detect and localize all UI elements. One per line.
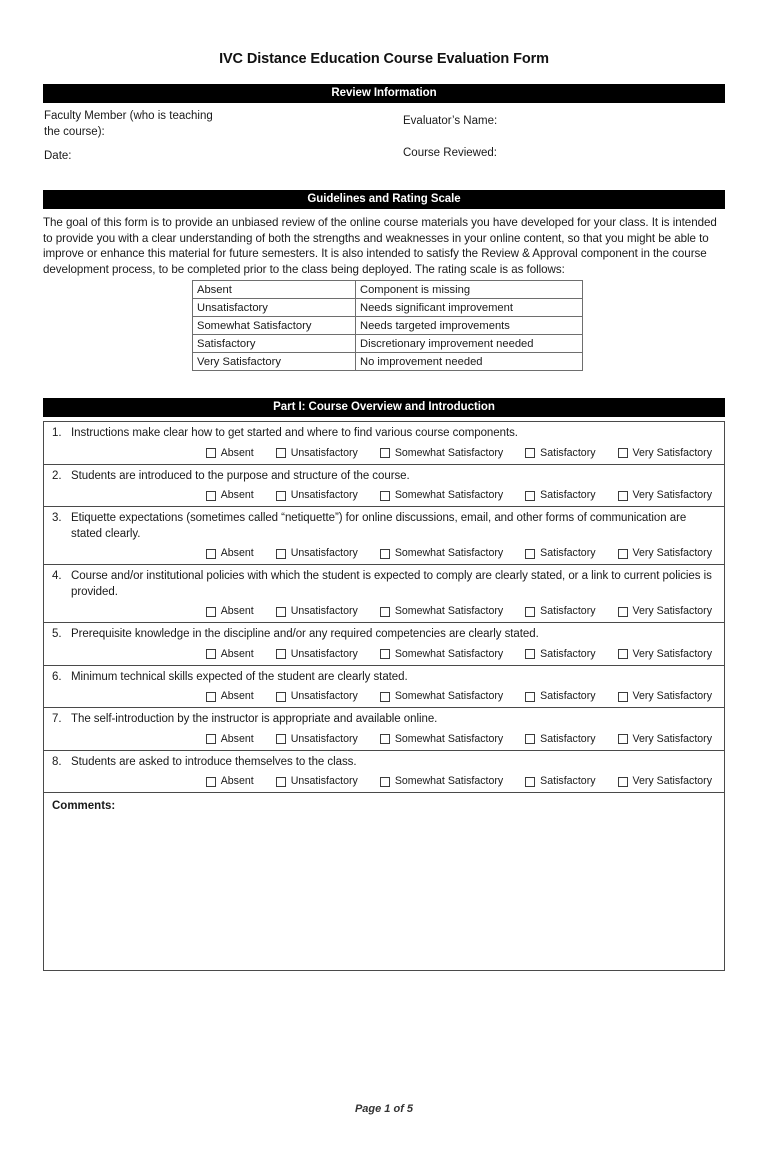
rating-options-group	[44, 648, 718, 661]
checkbox-icon[interactable]	[276, 734, 286, 744]
rating-option-label: Satisfactory	[540, 547, 596, 560]
rating-option[interactable]	[618, 547, 712, 560]
rating-scale-rating: Very Satisfactory	[193, 353, 356, 371]
checkbox-icon[interactable]	[525, 692, 535, 702]
rating-option[interactable]	[525, 690, 595, 703]
question-line	[44, 511, 718, 542]
checkbox-icon[interactable]	[525, 549, 535, 559]
checkbox-icon[interactable]	[525, 777, 535, 787]
checkbox-icon[interactable]	[380, 692, 390, 702]
rating-option[interactable]	[206, 775, 254, 788]
rating-option-label: Somewhat Satisfactory	[394, 547, 504, 560]
question-number: 8.	[52, 755, 62, 768]
rating-scale-row	[193, 317, 583, 335]
rating-option-label: Very Satisfactory	[632, 690, 712, 703]
checkbox-icon[interactable]	[380, 549, 390, 559]
question-row	[44, 708, 724, 751]
checkbox-icon[interactable]	[276, 649, 286, 659]
rating-option-label: Satisfactory	[540, 647, 596, 660]
rating-option-label: Satisfactory	[540, 446, 596, 459]
checkbox-icon[interactable]	[276, 777, 286, 787]
rating-option-label: Absent	[220, 732, 254, 745]
rating-option-label: Satisfactory	[540, 732, 596, 745]
question-text: Course and/or institutional policies with which the student is expected to comply are clearly stated, or a link to current policies is provided.	[71, 570, 712, 598]
rating-option[interactable]	[618, 605, 712, 618]
rating-option[interactable]	[206, 733, 254, 746]
rating-option-label: Very Satisfactory	[632, 605, 712, 618]
rating-scale-rating: Unsatisfactory	[193, 299, 356, 317]
checkbox-icon[interactable]	[276, 607, 286, 617]
rating-scale-description: Needs significant improvement	[356, 299, 583, 317]
rating-option[interactable]	[525, 733, 595, 746]
checkbox-icon[interactable]	[380, 491, 390, 501]
checkbox-icon[interactable]	[525, 448, 535, 458]
question-line	[44, 712, 718, 728]
rating-option-label: Satisfactory	[540, 775, 596, 788]
rating-option[interactable]	[206, 605, 254, 618]
checkbox-icon[interactable]	[276, 448, 286, 458]
rating-option-label: Unsatisfactory	[290, 647, 358, 660]
rating-option[interactable]	[276, 447, 358, 460]
checkbox-icon[interactable]	[206, 549, 216, 559]
review-left-column	[44, 109, 224, 165]
rating-option-label: Somewhat Satisfactory	[394, 690, 504, 703]
checkbox-icon[interactable]	[206, 448, 216, 458]
rating-option-label: Somewhat Satisfactory	[394, 647, 504, 660]
rating-option-label: Very Satisfactory	[632, 547, 712, 560]
checkbox-icon[interactable]	[618, 734, 628, 744]
rating-scale-description: Component is missing	[356, 281, 583, 299]
rating-option[interactable]	[380, 733, 503, 746]
evaluator-name-label: Evaluator’s Name:	[403, 115, 498, 127]
rating-option-label: Absent	[220, 547, 254, 560]
rating-option[interactable]	[525, 775, 595, 788]
rating-option-label: Very Satisfactory	[632, 775, 712, 788]
question-row	[44, 565, 724, 623]
question-line	[44, 755, 718, 771]
checkbox-icon[interactable]	[525, 649, 535, 659]
rating-option[interactable]	[525, 605, 595, 618]
rating-option[interactable]	[618, 489, 712, 502]
rating-scale-row	[193, 281, 583, 299]
rating-option[interactable]	[525, 648, 595, 661]
checkbox-icon[interactable]	[206, 777, 216, 787]
checkbox-icon[interactable]	[276, 491, 286, 501]
rating-option[interactable]	[380, 489, 503, 502]
question-row	[44, 623, 724, 666]
checkbox-icon[interactable]	[525, 607, 535, 617]
rating-option[interactable]	[206, 547, 254, 560]
rating-option[interactable]	[276, 648, 358, 661]
question-text: Students are asked to introduce themselves to the class.	[71, 755, 357, 768]
question-text: Instructions make clear how to get started and where to find various course components.	[71, 427, 518, 440]
rating-option-label: Somewhat Satisfactory	[394, 489, 504, 502]
course-reviewed-label: Course Reviewed:	[403, 146, 497, 159]
question-text: Minimum technical skills expected of the student are clearly stated.	[71, 670, 408, 683]
rating-option[interactable]	[380, 648, 503, 661]
checkbox-icon[interactable]	[380, 649, 390, 659]
checkbox-icon[interactable]	[618, 649, 628, 659]
rating-scale-description: Discretionary improvement needed	[356, 335, 583, 353]
checkbox-icon[interactable]	[525, 734, 535, 744]
checkbox-icon[interactable]	[206, 692, 216, 702]
rating-option[interactable]	[618, 775, 712, 788]
question-text: The self-introduction by the instructor is appropriate and available online.	[71, 713, 438, 726]
question-line	[44, 469, 718, 485]
rating-options-group	[44, 775, 718, 788]
rating-option-label: Unsatisfactory	[290, 489, 358, 502]
checkbox-icon[interactable]	[206, 649, 216, 659]
rating-option-label: Very Satisfactory	[632, 489, 712, 502]
rating-option[interactable]	[618, 648, 712, 661]
checkbox-icon[interactable]	[525, 491, 535, 501]
question-number: 5.	[52, 628, 62, 641]
section-header-review-information: Review Information	[43, 84, 725, 103]
rating-option-label: Very Satisfactory	[632, 446, 712, 459]
review-right-column	[403, 114, 683, 161]
rating-option[interactable]	[380, 690, 503, 703]
rating-option[interactable]	[276, 489, 358, 502]
rating-options-group	[44, 447, 718, 460]
question-number: 1.	[52, 427, 62, 440]
rating-option[interactable]	[206, 447, 254, 460]
page-title: IVC Distance Education Course Evaluation Form	[219, 51, 549, 67]
question-row	[44, 507, 724, 565]
question-row	[44, 465, 724, 508]
rating-option[interactable]	[618, 690, 712, 703]
rating-option[interactable]	[525, 489, 595, 502]
checkbox-icon[interactable]	[276, 549, 286, 559]
question-number: 3.	[52, 512, 62, 525]
rating-option[interactable]	[276, 605, 358, 618]
page-footer: Page 1 of 5	[354, 1103, 414, 1115]
rating-option-label: Somewhat Satisfactory	[394, 775, 504, 788]
question-table	[43, 421, 725, 793]
faculty-member-label: Faculty Member (who is teaching the course):	[44, 110, 213, 138]
rating-option[interactable]	[618, 733, 712, 746]
question-line	[44, 569, 718, 600]
question-row	[44, 751, 724, 794]
rating-scale-table	[192, 280, 583, 371]
rating-option-label: Absent	[220, 647, 254, 660]
rating-option-label: Unsatisfactory	[290, 547, 358, 560]
checkbox-icon[interactable]	[618, 692, 628, 702]
rating-scale-description: Needs targeted improvements	[356, 317, 583, 335]
question-line	[44, 627, 718, 643]
rating-option[interactable]	[618, 447, 712, 460]
rating-scale-description: No improvement needed	[356, 353, 583, 371]
question-number: 2.	[52, 469, 62, 482]
rating-option-label: Absent	[220, 446, 254, 459]
question-line	[44, 426, 718, 442]
question-text: Students are introduced to the purpose and structure of the course.	[71, 469, 410, 482]
rating-option-label: Absent	[220, 690, 254, 703]
rating-scale-rating: Somewhat Satisfactory	[193, 317, 356, 335]
rating-option[interactable]	[525, 447, 595, 460]
rating-option-label: Absent	[220, 775, 254, 788]
review-information-fields	[43, 109, 725, 167]
question-number: 4.	[52, 570, 62, 583]
rating-option[interactable]	[276, 547, 358, 560]
rating-option-label: Absent	[220, 605, 254, 618]
checkbox-icon[interactable]	[380, 448, 390, 458]
rating-scale-rating: Satisfactory	[193, 335, 356, 353]
rating-option[interactable]	[276, 775, 358, 788]
rating-option[interactable]	[380, 547, 503, 560]
rating-option-label: Very Satisfactory	[632, 732, 712, 745]
rating-option[interactable]	[525, 547, 595, 560]
checkbox-icon[interactable]	[618, 491, 628, 501]
comments-box[interactable]	[43, 793, 725, 971]
page-content	[43, 0, 725, 971]
rating-option-label: Unsatisfactory	[290, 605, 358, 618]
date-label: Date:	[44, 150, 72, 162]
checkbox-icon[interactable]	[618, 549, 628, 559]
rating-options-group	[44, 547, 718, 560]
section-header-part-one: Part I: Course Overview and Introduction	[43, 398, 725, 417]
rating-option[interactable]	[206, 690, 254, 703]
rating-option[interactable]	[276, 690, 358, 703]
rating-options-group	[44, 489, 718, 502]
rating-option-label: Very Satisfactory	[632, 647, 712, 660]
checkbox-icon[interactable]	[380, 777, 390, 787]
question-row	[44, 666, 724, 709]
rating-scale-row	[193, 299, 583, 317]
rating-option-label: Unsatisfactory	[290, 732, 358, 745]
rating-scale-table-wrapper	[43, 280, 725, 371]
rating-scale-row	[193, 335, 583, 353]
question-number: 7.	[52, 713, 62, 726]
checkbox-icon[interactable]	[206, 491, 216, 501]
question-text: Prerequisite knowledge in the discipline and/or any required competencies are clearly stated.	[71, 628, 539, 641]
checkbox-icon[interactable]	[618, 448, 628, 458]
rating-option-label: Somewhat Satisfactory	[394, 446, 504, 459]
rating-option-label: Absent	[220, 489, 254, 502]
checkbox-icon[interactable]	[380, 734, 390, 744]
question-text: Etiquette expectations (sometimes called “netiquette”) for online discussions, email, and other forms of communication are stated clearly.	[71, 512, 687, 540]
question-number: 6.	[52, 670, 62, 683]
checkbox-icon[interactable]	[380, 607, 390, 617]
rating-option-label: Unsatisfactory	[290, 775, 358, 788]
rating-option-label: Somewhat Satisfactory	[394, 732, 504, 745]
rating-option-label: Somewhat Satisfactory	[394, 605, 504, 618]
rating-option[interactable]	[276, 733, 358, 746]
section-header-guidelines-and-rating-scale: Guidelines and Rating Scale	[43, 190, 725, 209]
checkbox-icon[interactable]	[206, 734, 216, 744]
checkbox-icon[interactable]	[618, 777, 628, 787]
question-row	[44, 422, 724, 465]
rating-option-label: Unsatisfactory	[290, 446, 358, 459]
guidelines-paragraph: The goal of this form is to provide an unbiased review of the online course materials you have developed for your class. It is intended to provide you with a clear understanding of both the strengths and weaknesses in your online content, so that you might be able to improve or enhance this material for future semesters. It is also intended to satisfy the Review & Approval component in the course development process, to be completed prior to the class being deployed. The rating scale is as follows:	[43, 216, 717, 276]
rating-option[interactable]	[206, 648, 254, 661]
rating-scale-row	[193, 353, 583, 371]
rating-option-label: Satisfactory	[540, 605, 596, 618]
rating-option-label: Satisfactory	[540, 489, 596, 502]
rating-options-group	[44, 690, 718, 703]
comments-label: Comments:	[52, 800, 116, 813]
question-line	[44, 670, 718, 686]
rating-option[interactable]	[380, 775, 503, 788]
rating-options-group	[44, 733, 718, 746]
checkbox-icon[interactable]	[276, 692, 286, 702]
rating-option[interactable]	[380, 447, 503, 460]
rating-option[interactable]	[380, 605, 503, 618]
rating-option-label: Unsatisfactory	[290, 690, 358, 703]
rating-option-label: Satisfactory	[540, 690, 596, 703]
rating-option[interactable]	[206, 489, 254, 502]
checkbox-icon[interactable]	[618, 607, 628, 617]
checkbox-icon[interactable]	[206, 607, 216, 617]
rating-scale-rating: Absent	[193, 281, 356, 299]
rating-options-group	[44, 605, 718, 618]
